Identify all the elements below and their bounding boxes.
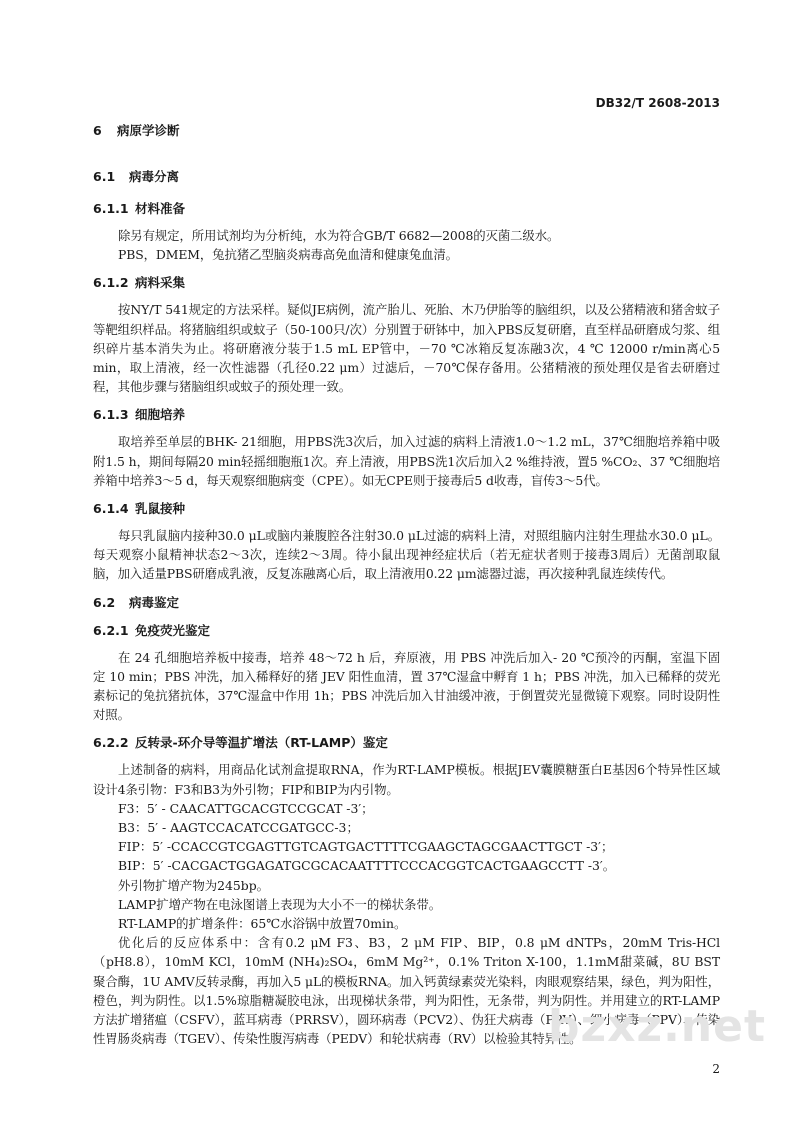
- section-heading-6-1: [93, 168, 720, 186]
- primer-f3: F3：5′ - CAACATTGCACGTCCGCAT -3′；: [118, 800, 374, 816]
- section-title: 病原学诊断: [117, 123, 180, 138]
- section-title: 病毒分离: [129, 169, 180, 184]
- section-number: 6.1.3: [93, 407, 129, 423]
- section-title: 病料采集: [135, 275, 186, 291]
- section-heading-6: [93, 122, 720, 140]
- paragraph: 在 24 孔细胞培养板中接毒，培养 48～72 h 后，弃原液，用 PBS 冲洗后加入- 20 ℃预冷的丙酮，室温下固定 10 min；PBS 冲洗，加入稀释好的猪 JEV 阳性血清，置 37℃湿盒中孵育 1 h；PBS 冲洗，加入已稀释的荧光素标记的兔抗猪抗体，37℃湿盒中作用 1h；PBS 冲洗后加入甘油缓冲液，于倒置荧光显微镜下观察。同时设阴性对照。: [93, 649, 720, 723]
- section-number: 6.2: [93, 594, 116, 610]
- section-heading-6-2: [93, 594, 720, 612]
- primer-b3: B3：5′ - AAGTCCACATCCGATGCC-3；: [118, 820, 359, 836]
- primer-bip: BIP：5′ -CACGACTGGAGATGCGCACAATTTTCCCACGGTCACTGAAGCCTT -3′。: [118, 858, 616, 874]
- section-heading-6-2-1: [93, 622, 720, 640]
- section-heading-6-1-2: [93, 274, 720, 292]
- section-number: 6.2.2: [93, 735, 129, 751]
- section-title: 乳鼠接种: [135, 501, 186, 517]
- section-number: 6: [93, 123, 102, 138]
- paragraph: 除另有规定，所用试剂均为分析纯，水为符合GB/T 6682—2008的灭菌二级水。: [118, 228, 560, 243]
- section-title: 免疫荧光鉴定: [135, 622, 211, 638]
- section-number: 6.1: [93, 169, 116, 184]
- section-number: 6.1.4: [93, 501, 129, 517]
- paragraph: 按NY/T 541规定的方法采样。疑似JE病例，流产胎儿、死胎、木乃伊胎等的脑组织，以及公猪精液和猪舍蚊子等靶组织样品。将猪脑组织或蚊子（50-100只/次）分别置于研钵中，加入PBS反复研磨，直至样品研磨成匀浆、组织碎片基本消失为止。将研磨液分装于1.5 mL EP管中，－70 ℃冰箱反复冻融3次，4 ℃ 12000 r/min离心5 min，取上清液，经一次性滤器（孔径0.22 μm）过滤后，－70℃保存备用。公猪精液的预处理仅是省去研磨过程，其他步骤与猪脑组织或蚊子的预处理一致。: [93, 302, 720, 395]
- paragraph: PBS，DMEM，兔抗猪乙型脑炎病毒高免血清和健康兔血清。: [118, 247, 458, 263]
- section-heading-6-2-2: [93, 734, 720, 752]
- section-number: 6.2.1: [93, 622, 129, 638]
- primer-fip: FIP：5′ -CCACCGTCGAGTTGTCAGTGACTTTTCGAAGCTAGCGAACTTGCT -3′；: [118, 839, 614, 855]
- section-number: 6.1.2: [93, 275, 129, 291]
- section-heading-6-1-1: [93, 200, 720, 218]
- section-title: 细胞培养: [135, 407, 186, 423]
- paragraph: 取培养至单层的BHK- 21细胞，用PBS洗3次后，加入过滤的病料上清液1.0～1.2 mL，37℃细胞培养箱中吸附1.5 h，期间每隔20 min轻摇细胞瓶1次。弃上清液，用PBS洗1次后加入2 %维持液，置5 %CO₂、37 ℃细胞培养箱中培养3～5 d，每天观察细胞病变（CPE）。如无CPE则于接毒后5 d收毒，盲传3～5代。: [93, 434, 720, 488]
- paragraph: 上述制备的病料，用商品化试剂盒提取RNA，作为RT-LAMP模板。根据JEV囊膜糖蛋白E基因6个特异性区域设计4条引物：F3和B3为外引物；FIP和BIP为内引物。: [93, 762, 720, 797]
- section-number: 6.1.1: [93, 201, 129, 216]
- text-line: LAMP扩增产物在电泳图谱上表现为大小不一的梯状条带。: [118, 896, 442, 912]
- standard-code: DB32/T 2608-2013: [595, 96, 720, 110]
- section-heading-6-1-4: [93, 500, 720, 518]
- paragraph: 优化后的反应体系中：含有0.2 μM F3、B3，2 μM FIP、BIP，0.8 μM dNTPs，20mM Tris-HCl（pH8.8），10mM KCl，10mM (NH₄)₂SO₄，6mM Mg²⁺，0.1% Triton X-100，1.1mM甜菜碱，8U BST 聚合酶，1U AMV反转录酶，再加入5 μL的模板RNA。加入钙黄绿素荧光染料，肉眼观察结果，绿色，判为阳性，橙色，判为阴性。以1.5%琼脂糖凝胶电泳，出现梯状条带，判为阳性，无条带，判为阴性。并用建立的RT-LAMP方法扩增猪瘟（CSFV），蓝耳病毒（PRRSV），圆环病毒（PCV2）、伪狂犬病毒（PRV）、细小病毒（PPV）、传染性胃肠炎病毒（TGEV）、传染性腹泻病毒（PEDV）和轮状病毒（RV）以检验其特异性。: [93, 935, 720, 1047]
- document-body: [93, 122, 720, 1049]
- page-number: 2: [712, 1062, 720, 1076]
- text-line: 外引物扩增产物为245bp。: [118, 877, 270, 893]
- section-title: 反转录-环介导等温扩增法（RT-LAMP）鉴定: [135, 735, 388, 751]
- section-heading-6-1-3: [93, 406, 720, 424]
- watermark: bzxz.net: [548, 1001, 767, 1052]
- text-line: RT-LAMP的扩增条件：65℃水浴锅中放置70min。: [118, 916, 407, 932]
- section-title: 材料准备: [135, 201, 186, 216]
- section-title: 病毒鉴定: [129, 594, 180, 610]
- paragraph: 每只乳鼠脑内接种30.0 μL或脑内兼腹腔各注射30.0 μL过滤的病料上清，对照组脑内注射生理盐水30.0 μL。每天观察小鼠精神状态2～3次，连续2～3周。待小鼠出现神经症状后（若无症状者则于接毒3周后）无菌剖取鼠脑，加入适量PBS研磨成乳液，反复冻融离心后，取上清液用0.22 μm滤器过滤，再次接种乳鼠连续传代。: [93, 528, 720, 582]
